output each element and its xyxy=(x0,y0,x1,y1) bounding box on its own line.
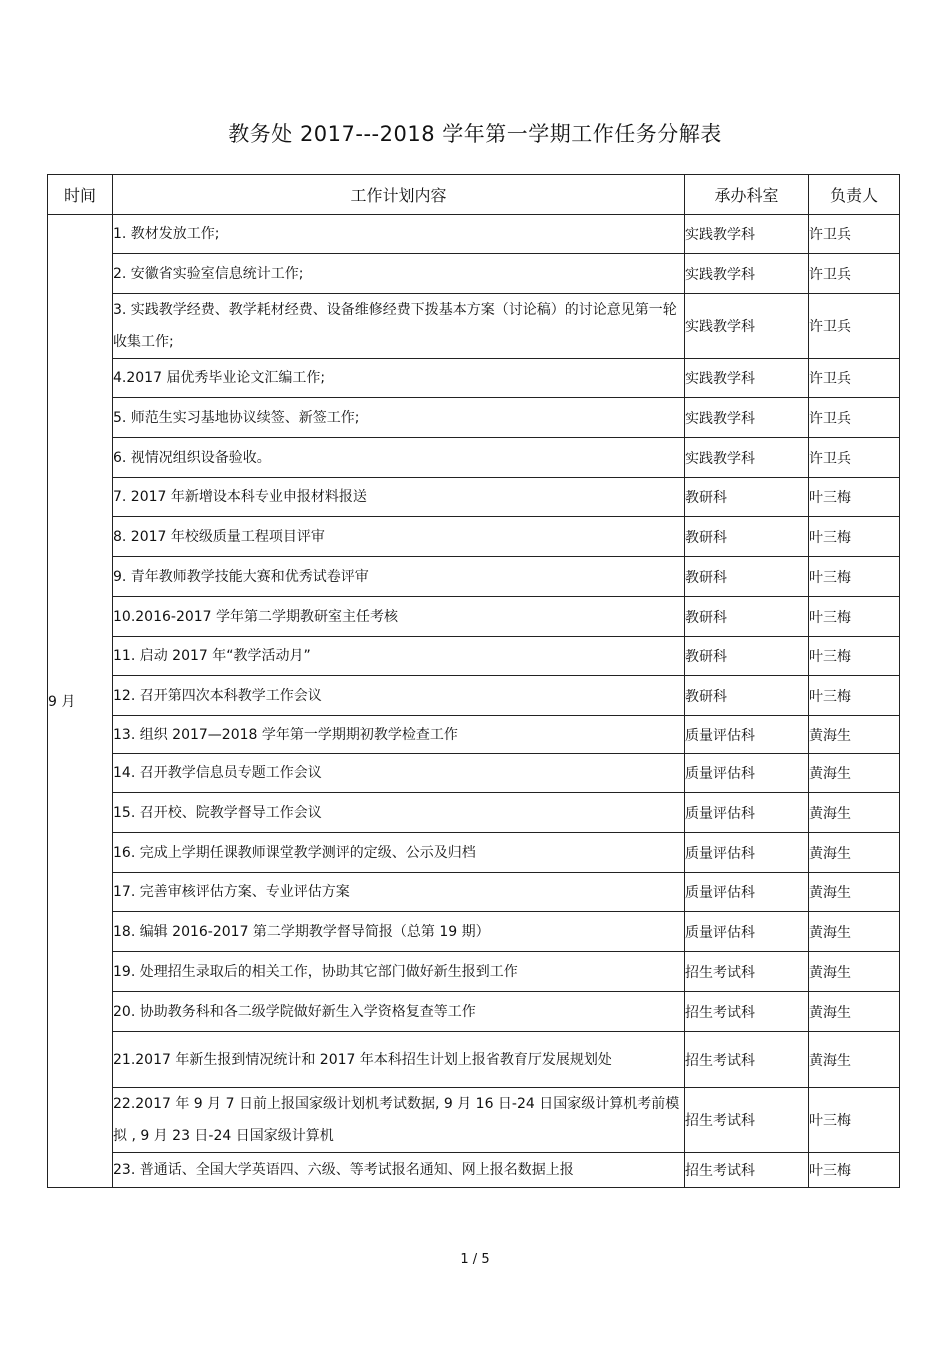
task-content: 21.2017 年新生报到情况统计和 2017 年本科招生计划上报省教育厅发展规划处 xyxy=(113,1032,685,1088)
task-office: 招生考试科 xyxy=(685,1153,809,1188)
task-owner: 叶三梅 xyxy=(809,676,900,716)
task-owner: 黄海生 xyxy=(809,754,900,793)
task-owner: 许卫兵 xyxy=(809,438,900,478)
task-owner: 叶三梅 xyxy=(809,637,900,676)
task-content: 15. 召开校、院教学督导工作会议 xyxy=(113,793,685,833)
task-office: 招生考试科 xyxy=(685,992,809,1032)
task-content: 18. 编辑 2016-2017 第二学期教学督导简报（总第 19 期） xyxy=(113,912,685,952)
task-owner: 黄海生 xyxy=(809,992,900,1032)
table-header-row xyxy=(48,175,900,215)
header-time: 时间 xyxy=(48,175,113,215)
task-office: 教研科 xyxy=(685,557,809,597)
table-row xyxy=(48,215,900,254)
table-row xyxy=(48,1032,900,1088)
task-office: 招生考试科 xyxy=(685,952,809,992)
task-owner: 叶三梅 xyxy=(809,517,900,557)
task-content: 20. 协助教务科和各二级学院做好新生入学资格复查等工作 xyxy=(113,992,685,1032)
task-owner: 叶三梅 xyxy=(809,478,900,517)
task-office: 质量评估科 xyxy=(685,716,809,754)
task-content: 22.2017 年 9 月 7 日前上报国家级计划机考试数据, 9 月 16 日-24 日国家级计算机考前模拟 , 9 月 23 日-24 日国家级计算机 xyxy=(113,1088,685,1153)
task-content: 23. 普通话、全国大学英语四、六级、等考试报名通知、网上报名数据上报 xyxy=(113,1153,685,1188)
table-row xyxy=(48,833,900,873)
task-office: 教研科 xyxy=(685,478,809,517)
task-office: 质量评估科 xyxy=(685,754,809,793)
table-row xyxy=(48,1153,900,1188)
table-row xyxy=(48,517,900,557)
month-cell: 9 月 xyxy=(48,215,113,1188)
page-number: 1 / 5 xyxy=(460,1252,490,1267)
task-office: 招生考试科 xyxy=(685,1088,809,1153)
task-owner: 叶三梅 xyxy=(809,1153,900,1188)
table-row xyxy=(48,398,900,438)
task-office: 质量评估科 xyxy=(685,833,809,873)
task-table xyxy=(47,174,900,1188)
table-row xyxy=(48,873,900,912)
header-content: 工作计划内容 xyxy=(113,175,685,215)
table-row xyxy=(48,1088,900,1153)
task-owner: 黄海生 xyxy=(809,912,900,952)
task-owner: 叶三梅 xyxy=(809,597,900,637)
table-row xyxy=(48,438,900,478)
task-content: 13. 组织 2017—2018 学年第一学期期初教学检查工作 xyxy=(113,716,685,754)
task-owner: 黄海生 xyxy=(809,1032,900,1088)
task-content: 11. 启动 2017 年“教学活动月” xyxy=(113,637,685,676)
task-owner: 黄海生 xyxy=(809,952,900,992)
task-owner: 黄海生 xyxy=(809,833,900,873)
table-row xyxy=(48,359,900,398)
task-owner: 许卫兵 xyxy=(809,359,900,398)
task-content: 3. 实践教学经费、教学耗材经费、设备维修经费下拨基本方案（讨论稿）的讨论意见第一轮收集工作; xyxy=(113,294,685,359)
task-owner: 黄海生 xyxy=(809,873,900,912)
task-office: 实践教学科 xyxy=(685,398,809,438)
task-content: 19. 处理招生录取后的相关工作，协助其它部门做好新生报到工作 xyxy=(113,952,685,992)
task-content: 2. 安徽省实验室信息统计工作; xyxy=(113,254,685,294)
task-office: 实践教学科 xyxy=(685,359,809,398)
page-title: 教务处 2017---2018 学年第一学期工作任务分解表 xyxy=(228,122,722,146)
task-owner: 许卫兵 xyxy=(809,398,900,438)
table-row xyxy=(48,992,900,1032)
task-owner: 许卫兵 xyxy=(809,294,900,359)
task-office: 实践教学科 xyxy=(685,254,809,294)
task-content: 4.2017 届优秀毕业论文汇编工作; xyxy=(113,359,685,398)
task-owner: 黄海生 xyxy=(809,793,900,833)
task-content: 9. 青年教师教学技能大赛和优秀试卷评审 xyxy=(113,557,685,597)
task-office: 教研科 xyxy=(685,676,809,716)
table-row xyxy=(48,676,900,716)
task-owner: 叶三梅 xyxy=(809,1088,900,1153)
table-row xyxy=(48,254,900,294)
table-row xyxy=(48,637,900,676)
table-row xyxy=(48,716,900,754)
task-office: 实践教学科 xyxy=(685,294,809,359)
task-owner: 许卫兵 xyxy=(809,254,900,294)
table-row xyxy=(48,754,900,793)
header-office: 承办科室 xyxy=(685,175,809,215)
header-owner: 负责人 xyxy=(809,175,900,215)
task-office: 实践教学科 xyxy=(685,215,809,254)
task-content: 6. 视情况组织设备验收。 xyxy=(113,438,685,478)
task-office: 质量评估科 xyxy=(685,793,809,833)
task-content: 10.2016-2017 学年第二学期教研室主任考核 xyxy=(113,597,685,637)
task-content: 1. 教材发放工作; xyxy=(113,215,685,254)
table-row xyxy=(48,952,900,992)
task-owner: 叶三梅 xyxy=(809,557,900,597)
task-content: 7. 2017 年新增设本科专业申报材料报送 xyxy=(113,478,685,517)
task-office: 招生考试科 xyxy=(685,1032,809,1088)
task-owner: 黄海生 xyxy=(809,716,900,754)
table-row xyxy=(48,793,900,833)
table-row xyxy=(48,294,900,359)
task-office: 教研科 xyxy=(685,517,809,557)
table-row xyxy=(48,478,900,517)
task-office: 质量评估科 xyxy=(685,873,809,912)
table-row xyxy=(48,557,900,597)
table-row xyxy=(48,597,900,637)
task-content: 12. 召开第四次本科教学工作会议 xyxy=(113,676,685,716)
task-content: 8. 2017 年校级质量工程项目评审 xyxy=(113,517,685,557)
task-content: 5. 师范生实习基地协议续签、新签工作; xyxy=(113,398,685,438)
task-office: 质量评估科 xyxy=(685,912,809,952)
task-office: 实践教学科 xyxy=(685,438,809,478)
task-content: 16. 完成上学期任课教师课堂教学测评的定级、公示及归档 xyxy=(113,833,685,873)
task-content: 17. 完善审核评估方案、专业评估方案 xyxy=(113,873,685,912)
task-content: 14. 召开教学信息员专题工作会议 xyxy=(113,754,685,793)
task-owner: 许卫兵 xyxy=(809,215,900,254)
task-office: 教研科 xyxy=(685,597,809,637)
table-row xyxy=(48,912,900,952)
task-office: 教研科 xyxy=(685,637,809,676)
